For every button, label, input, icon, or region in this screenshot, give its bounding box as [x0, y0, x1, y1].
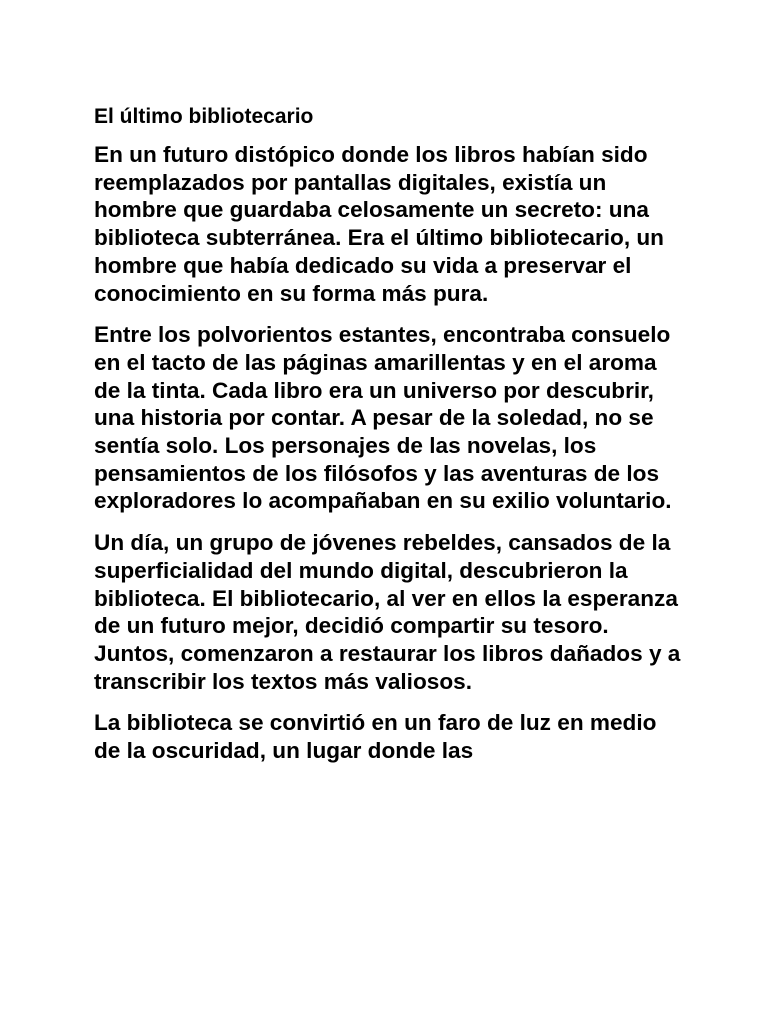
- paragraph-1: En un futuro distópico donde los libros habían sido reemplazados por pantallas digitales, existía un hombre que guardaba celosamente un secreto: una biblioteca subterránea. Era el último bibliotecario, un hombre que había dedicado su vida a preservar el conocimiento en su forma más pura.: [94, 142, 664, 306]
- paragraph-4: La biblioteca se convirtió en un faro de luz en medio de la oscuridad, un lugar donde las: [94, 710, 657, 764]
- paragraph-2: Entre los polvorientos estantes, encontraba consuelo en el tacto de las páginas amarillentas y en el aroma de la tinta. Cada libro era un universo por descubrir, una historia por contar. A pesar de la soledad, no se sentía solo. Los personajes de las novelas, los pensamientos de los filósofos y las aventuras de los exploradores lo acompañaban en su exilio voluntario.: [94, 322, 672, 514]
- paragraph-3: Un día, un grupo de jóvenes rebeldes, cansados de la superficialidad del mundo digital, descubrieron la biblioteca. El bibliotecario, al ver en ellos la esperanza de un futuro mejor, decidió compartir su tesoro. Juntos, comenzaron a restaurar los libros dañados y a transcribir los textos más valiosos.: [94, 530, 681, 694]
- document-title: El último bibliotecario: [94, 105, 314, 128]
- document-page: [94, 104, 684, 779]
